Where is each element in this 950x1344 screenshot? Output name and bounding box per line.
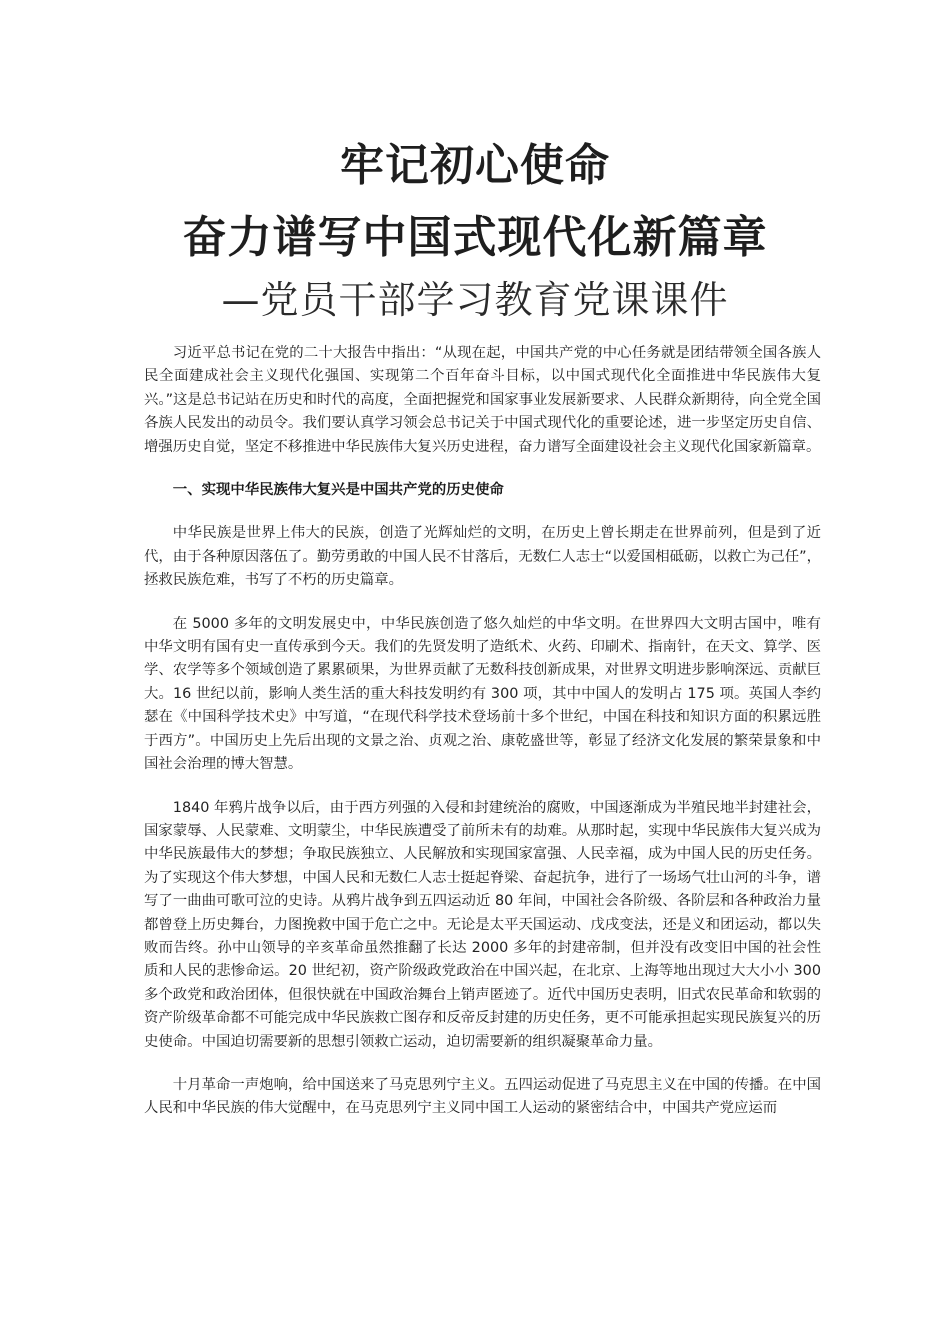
paragraph-civilization-history: 在 5000 多年的文明发展史中，中华民族创造了悠久灿烂的中华文明。在世界四大文明古国中，唯有中华文明有国有史一直传承到今天。我们的先贤发明了造纸术、火药、印刷术、指南针，在天文、算学、医学、农学等多个领域创造了累累硕果，为世界贡献了无数科技创新成果，对世界文明进步影响深远、贡献巨大。16 世纪以前，影响人类生活的重大科技发明约有 300 项，其中中国人的发明占 175 项。英国人李约瑟在《中国科学技术史》中写道，“在现代科学技术登场前十多个世纪，中国在科技和知识方面的积累远胜于西方”。中国历史上先后出现的文景之治、贞观之治、康乾盛世等，彰显了经济文化发展的繁荣景象和中国社会治理的博大智慧。 (144, 615, 821, 773)
paragraph-chinese-nation: 中华民族是世界上伟大的民族，创造了光辉灿烂的文明，在历史上曾长期走在世界前列，但是到了近代，由于各种原因落伍了。勤劳勇敢的中国人民不甘落后，无数仁人志士“以爱国相砥砺，以救亡为己任”，拯救民族危难，书写了不朽的历史篇章。 (144, 525, 821, 589)
paragraph-opium-war: 1840 年鸦片战争以后，由于西方列强的入侵和封建统治的腐败，中国逐渐成为半殖民地半封建社会，国家蒙辱、人民蒙难、文明蒙尘，中华民族遭受了前所未有的劫难。从那时起，实现中华民族伟大复兴成为中华民族最伟大的梦想；争取民族独立、人民解放和实现国家富强、人民幸福，成为中国人民的历史任务。为了实现这个伟大梦想，中国人民和无数仁人志士挺起脊梁、奋起抗争，进行了一场场气壮山河的斗争，谱写了一曲曲可歌可泣的史诗。从鸦片战争到五四运动近 80 年间，中国社会各阶级、各阶层和各种政治力量都曾登上历史舞台，力图挽救中国于危亡之中。无论是太平天国运动、戊戌变法，还是义和团运动，都以失败而告终。孙中山领导的辛亥革命虽然推翻了长达 2000 多年的封建帝制，但并没有改变旧中国的社会性质和人民的悲惨命运。20 世纪初，资产阶级政党政治在中国兴起，在北京、上海等地出现过大大小小 300 多个政党和政治团体，但很快就在中国政治舞台上销声匿迹了。近代中国历史表明，旧式农民革命和软弱的资产阶级革命都不可能完成中华民族救亡图存和反帝反封建的历史任务，更不可能承担起实现民族复兴的历史使命。中国迫切需要新的思想引领救亡运动，迫切需要新的组织凝聚革命力量。 (144, 799, 821, 1050)
document-subtitle: —党员干部学习教育党课课件 (221, 278, 729, 322)
document-title-line-2: 奋力谱写中国式现代化新篇章 (182, 212, 768, 263)
paragraph-intro: 习近平总书记在党的二十大报告中指出：“从现在起，中国共产党的中心任务就是团结带领全国各族人民全面建成社会主义现代化强国、实现第二个百年奋斗目标，以中国式现代化全面推进中华民族伟大复兴。”这是总书记站在历史和时代的高度，全面把握党和国家事业发展新要求、人民群众新期待，向全党全国各族人民发出的动员令。我们要认真学习领会总书记关于中国式现代化的重要论述，进一步坚定历史自信、增强历史自觉，坚定不移推进中华民族伟大复兴历史进程，奋力谱写全面建设社会主义现代化国家新篇章。 (144, 345, 821, 455)
paragraph-october-revolution: 十月革命一声炮响，给中国送来了马克思列宁主义。五四运动促进了马克思主义在中国的传播。在中国人民和中华民族的伟大觉醒中，在马克思列宁主义同中国工人运动的紧密结合中，中国共产党应运而 (144, 1076, 821, 1117)
section-heading-1: 一、实现中华民族伟大复兴是中国共产党的历史使命 (172, 482, 504, 499)
document-body (144, 342, 821, 1141)
document-title-line-1: 牢记初心使命 (340, 140, 610, 191)
